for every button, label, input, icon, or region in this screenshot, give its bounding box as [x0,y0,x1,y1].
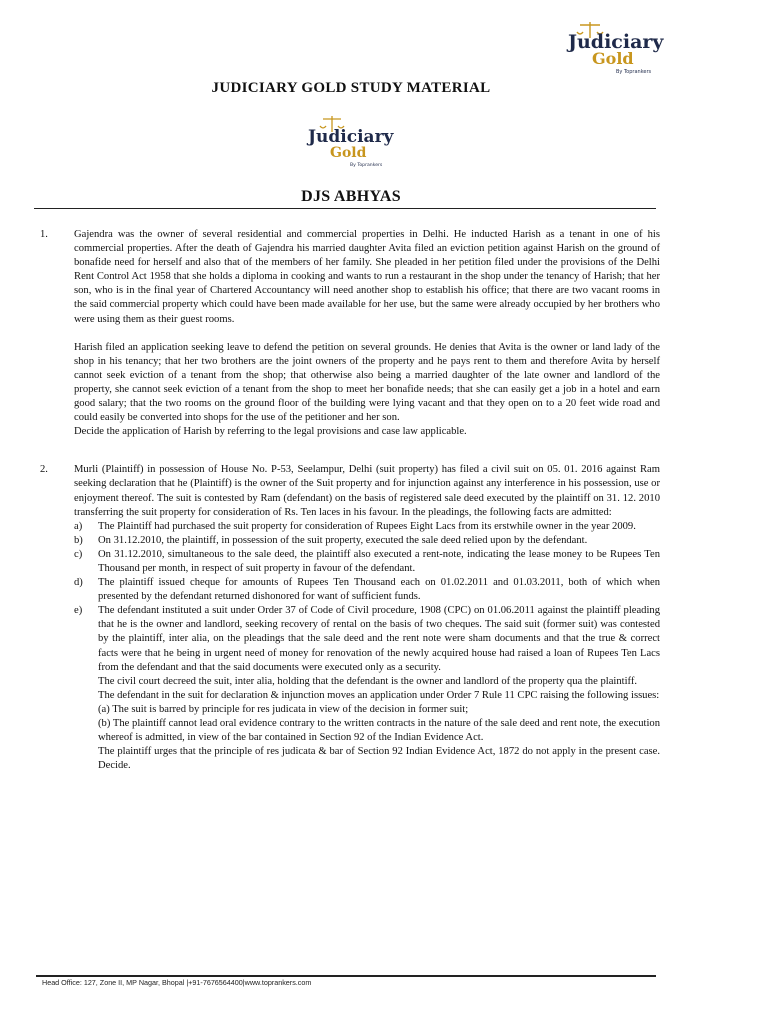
logo-line2: Gold [592,49,634,68]
paragraph: Decide the application of Harish by referring to the legal provisions and case law applicable. [74,426,467,438]
question-2 [40,463,660,773]
list-item [74,520,660,534]
list-item-label: e) [74,605,83,617]
list-item [74,576,660,604]
logo-line1: Judiciary [568,31,664,53]
paragraph: The plaintiff urges that the principle of res judicata & bar of Section 92 Indian Evidence Act, 1872 do not apply in the present case. Decide. [98,746,660,772]
list-item-label: b) [74,534,83,546]
logo-line1: Judiciary [308,127,394,147]
question-body [74,463,660,773]
question-number: 2. [40,464,48,476]
list-item-label: d) [74,577,83,589]
logo-byline: By Toprankers [350,163,383,168]
list-item-text: On 31.12.2010, simultaneous to the sale deed, the plaintiff also executed a rent-note, indicating the lease money to be Rupees Ten Thousand per month, in respect of suit property in favour of the defendant. [98,548,660,574]
paragraph: The civil court decreed the suit, inter alia, holding that the defendant is the owner and landlord of the property qua the plaintiff. [98,675,638,687]
question-1 [40,228,660,439]
judiciary-gold-logo [560,18,670,76]
issue-a: (a) The suit is barred by principle for res judicata in view of the decision in former suit; [98,703,469,715]
list-item [74,604,660,674]
judiciary-gold-logo-center [304,112,400,170]
footer-divider [36,975,656,977]
issue-b: (b) The plaintiff cannot lead oral evidence contrary to the written contracts in the nature of the sale deed and rent note, the execution whereof is admitted, in view of the bar contained in Section 92 of the Indian Evidence Act. [98,718,660,744]
paragraph: Harish filed an application seeking leave to defend the petition on several grounds. He denies that Avita is the owner or land lady of the shop in his tenancy; that her two brothers are the joint owners of the property and he pays rent to them and therefore Avita by herself cannot seek eviction of a tenant from the shop; that otherwise also being a married daughter of the late owner and landlord of the property, she cannot seek eviction of a tenant from the shop to meet her bonafide needs; that she can easily get a job in a hotel and earn good salary; that the two rooms on the ground floor of the building were lying vacant and that they open on to a 20 feet wide road and could easily be converted into shops for the use of the petitioner and her son. [74,341,660,424]
section-title: DJS ABHYAS [301,188,401,205]
logo-byline: By Toprankers [616,69,652,75]
logo-line2: Gold [330,145,367,161]
list-item-text: The plaintiff issued cheque for amounts of Rupees Ten Thousand each on 01.02.2011 and 01.03.2011, both of which when presented by the defendant returned dishonored for want of sufficient funds. [98,577,660,603]
footer-text: Head Office: 127, Zone II, MP Nagar, Bhopal |+91-7676564400|www.toprankers.com [42,978,312,987]
paragraph: The defendant in the suit for declaration & injunction moves an application under Order 7 Rule 11 CPC raising the following issues: [98,689,660,701]
list-item-text: The Plaintiff had purchased the suit property for consideration of Rupees Eight Lacs from its erstwhile owner in the year 2009. [98,520,636,532]
question-number: 1. [40,229,48,240]
question-body [74,228,660,439]
list-item [74,534,660,548]
list-item-text: On 31.12.2010, the plaintiff, in possession of the suit property, executed the sale deed relied upon by the defendant. [98,534,588,546]
paragraph: Murli (Plaintiff) in possession of House No. P-53, Seelampur, Delhi (suit property) has filed a civil suit on 05. 01. 2016 against Ram seeking declaration that he (Plaintiff) is the owner of the Suit property and for injunction against any interference in his possession, use or enjoyment thereof. The suit is contested by Ram (defendant) on the basis of registered sale deed executed by the plaintiff on 31. 12. 2010 transferring the suit property for consideration of Rs. Ten laces in his favour. In the pleadings, the following facts are admitted: [74,464,660,518]
page-title: JUDICIARY GOLD STUDY MATERIAL [211,80,491,96]
list-item-text: The defendant instituted a suit under Order 37 of Code of Civil procedure, 1908 (CPC) on 01.06.2011 against the plaintiff pleading that he is the owner and landlord, seeking recovery of rental on the basis of two cheques. The said suit (former suit) was contested by the plaintiff, inter alia, on the pleadings that the sale deed and the rent note were sham documents and that the true & correct facts were that he being in urgent need of money for renovation of the newly acquired house had raised a loan of Rupees Ten Lacs from the defendant and that the said documents were executed only as a security. [98,605,660,673]
list-item-label: c) [74,548,83,560]
title-divider [34,208,656,209]
paragraph: Gajendra was the owner of several residential and commercial properties in Delhi. He inducted Harish as a tenant in one of his commercial properties. After the death of Gajendra his married daughter Avita filed an eviction petition against Harish on the ground of bonafide need for herself and also that of the members of her family. She pleaded in her petition filed under the provisions of the Delhi Rent Control Act 1958 that she holds a diploma in cooking and wants to run a restaurant in the shop under the tenancy of Harish; that her son, who is in the final year of Chartered Accountancy will need another shop to establish his office; that there are two vacant rooms in the said commercial property which could have been made available for her use, but the same were already occupied by her brothers who were using them as their guest rooms. [74,229,660,325]
list-item-label: a) [74,520,83,532]
list-item [74,548,660,576]
facts-list [74,520,660,675]
document-body [40,228,660,773]
